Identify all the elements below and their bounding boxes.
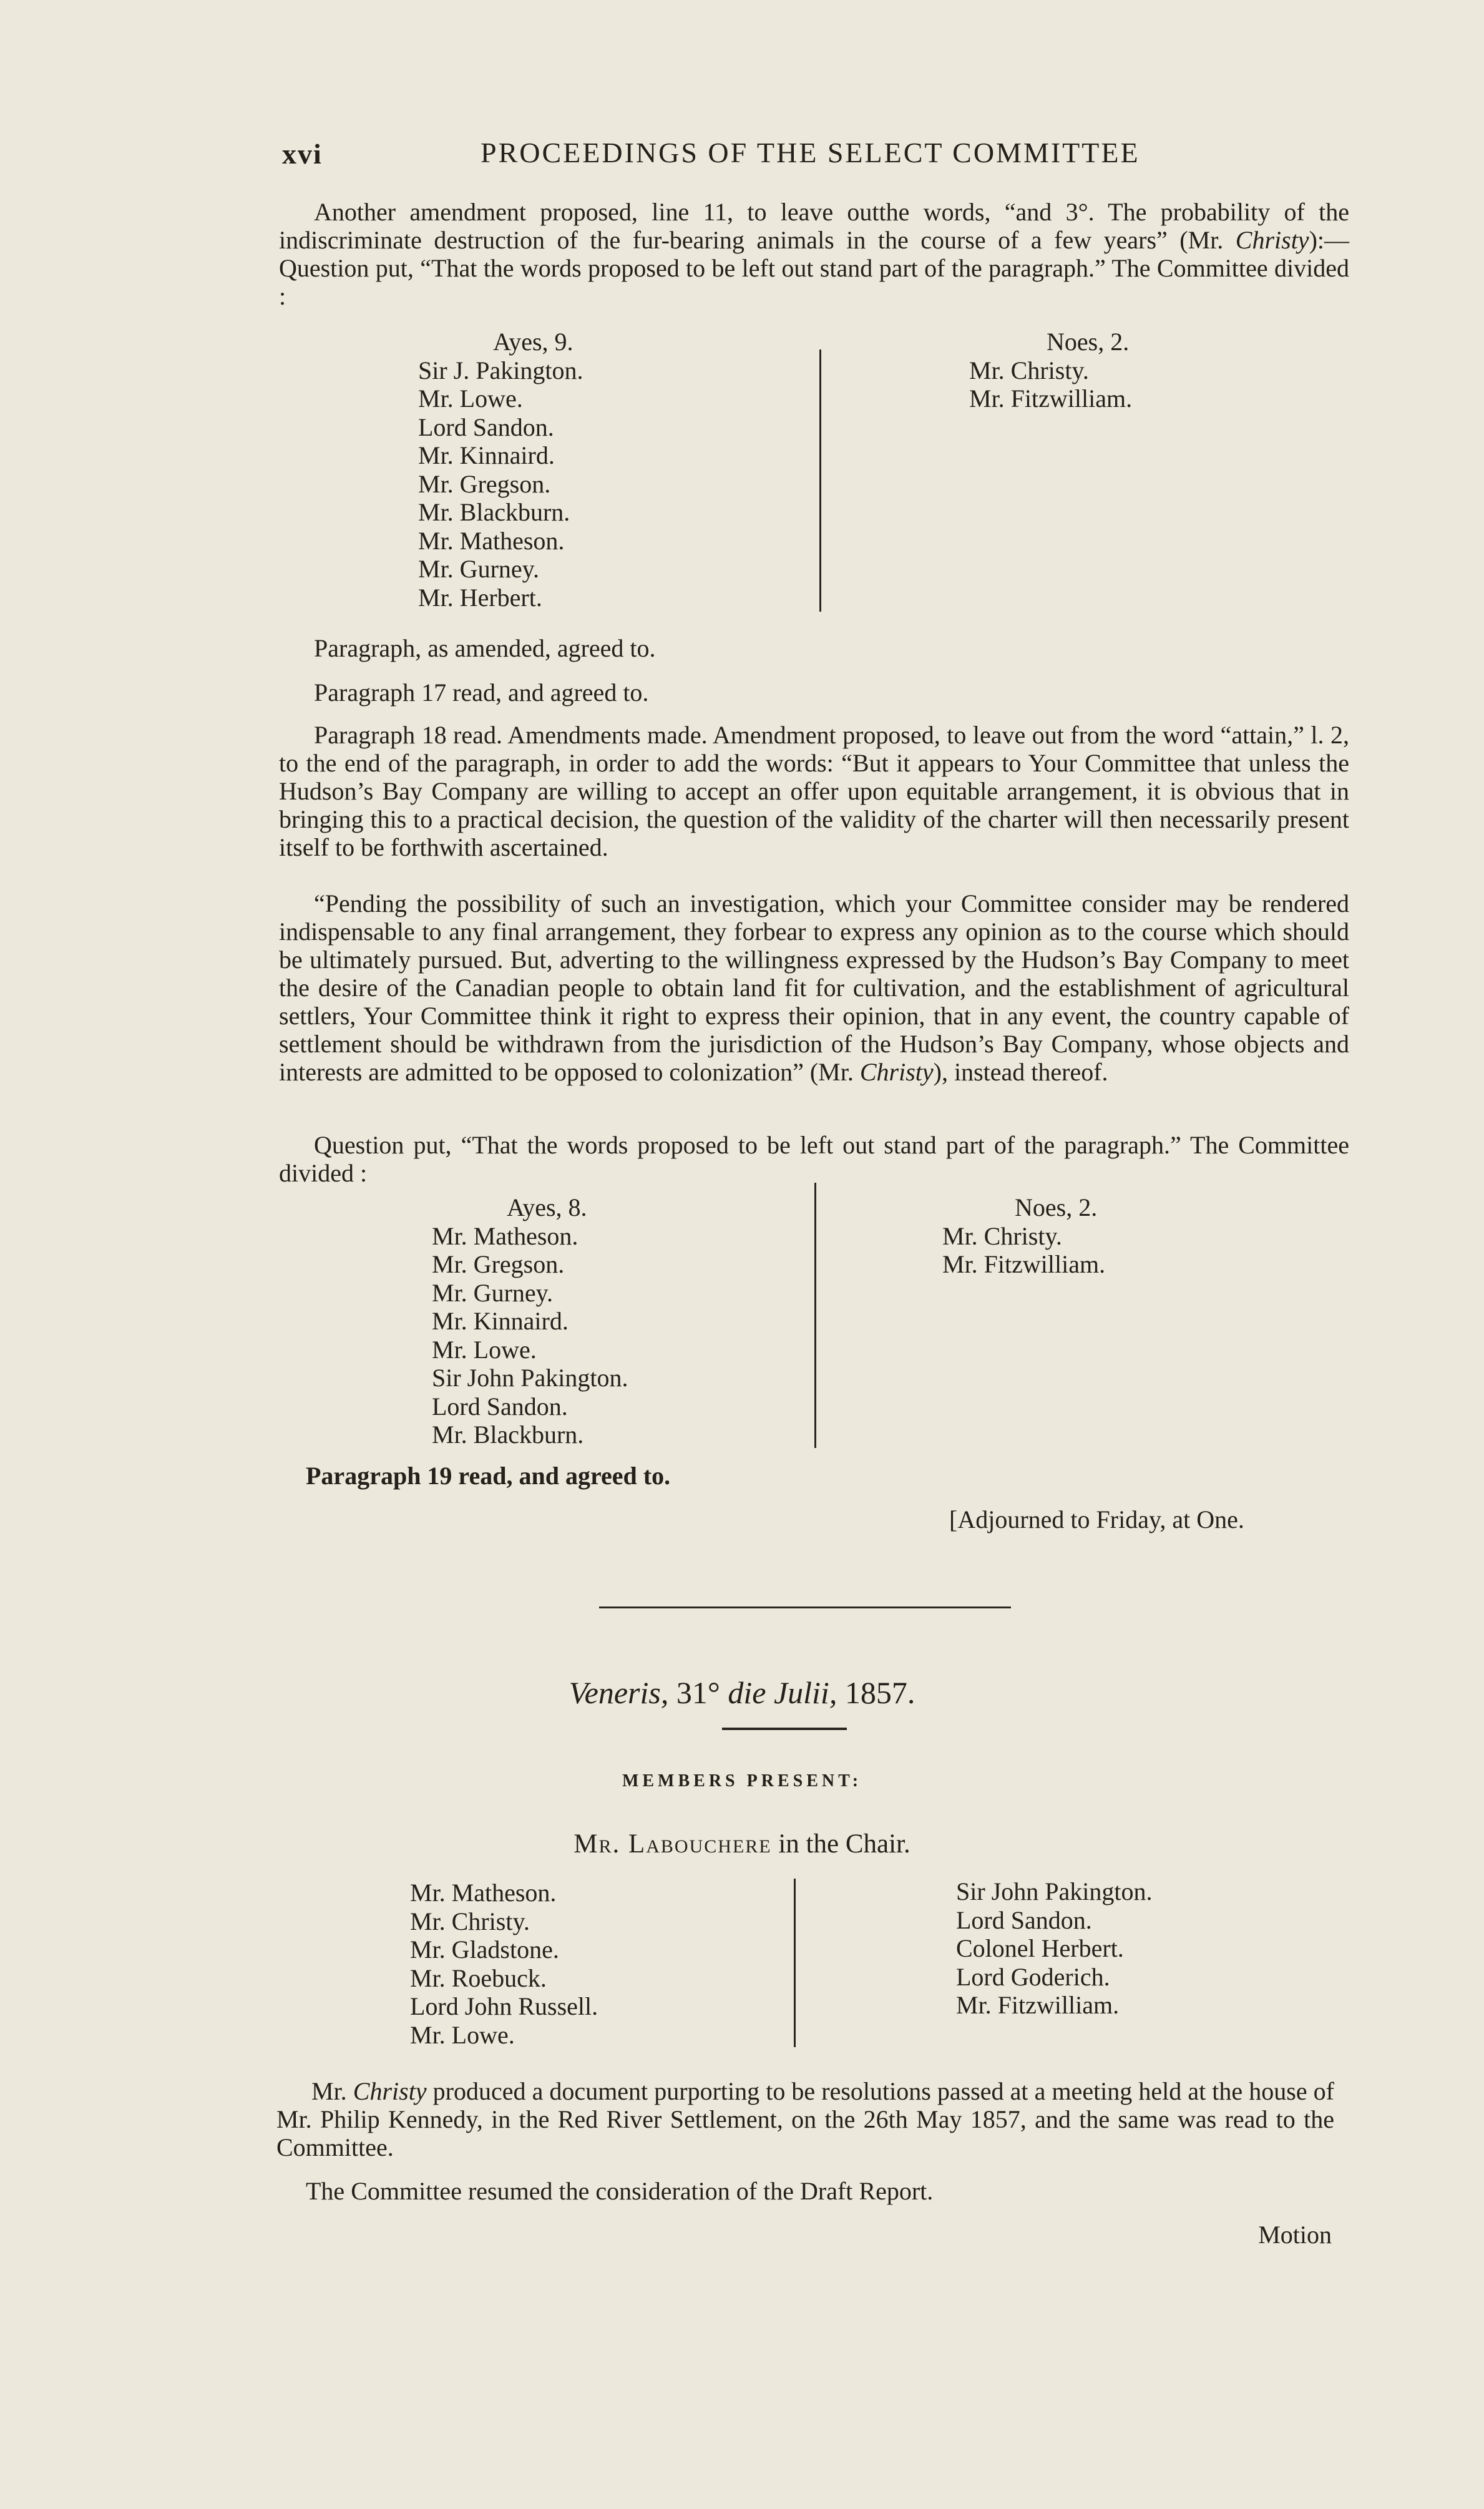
ayes-list-1 (418, 328, 583, 612)
pending-quotation (279, 889, 1349, 1086)
members-right-list (956, 1877, 1152, 2020)
member-name: Lord John Russell. (410, 1992, 598, 2020)
division-divider-line (814, 1183, 816, 1448)
paragraph-amended-agreed: Paragraph, as amended, agreed to. (314, 634, 656, 662)
adjourned-note: [Adjourned to Friday, at One. (949, 1505, 1244, 1533)
aye-member: Lord Sandon. (418, 413, 554, 441)
section-rule (599, 1607, 1011, 1608)
members-present-heading: MEMBERS PRESENT: (622, 1771, 862, 1791)
sitting-date (0, 1675, 1484, 1711)
pending-text-continued: ), instead thereof. (933, 1058, 1108, 1086)
running-title: PROCEEDINGS OF THE SELECT COMMITTEE (481, 137, 1140, 169)
no-member: Mr. Fitzwilliam. (942, 1250, 1106, 1278)
aye-member: Mr. Lowe. (418, 384, 523, 413)
member-name-italic: Christy (353, 2077, 427, 2105)
aye-member: Mr. Kinnaird. (432, 1307, 569, 1335)
member-name: Mr. Fitzwilliam. (956, 1991, 1120, 2019)
aye-member: Mr. Matheson. (418, 526, 565, 555)
paragraph-19-agreed: Paragraph 19 read, and agreed to. (306, 1462, 671, 1490)
aye-member: Mr. Herbert. (418, 583, 542, 612)
date-number: 31° (676, 1675, 720, 1710)
division-divider-line (819, 350, 821, 612)
committee-resumed-line: The Committee resumed the consideration of the Draft Report. (306, 2177, 934, 2205)
paragraph-17-agreed: Paragraph 17 read, and agreed to. (314, 678, 649, 707)
date-year: 1857. (844, 1675, 915, 1710)
noes-heading: Noes, 2. (1047, 328, 1130, 356)
document-produced-paragraph (276, 2077, 1334, 2161)
members-divider-line (794, 1879, 796, 2047)
page-number: xvi (282, 138, 323, 170)
amendment-text: Another amendment proposed, line 11, to leave outthe words, “and 3°. The probability of the indiscriminate destruction of the fur-bearing animals in the course of a few years” (Mr. (279, 198, 1349, 254)
aye-member: Mr. Gregson. (432, 1250, 565, 1278)
no-member: Mr. Christy. (969, 356, 1089, 384)
ayes-heading: Ayes, 8. (507, 1193, 587, 1221)
member-name: Mr. Roebuck. (410, 1964, 547, 1992)
member-name: Lord Sandon. (956, 1905, 1092, 1934)
aye-member: Mr. Lowe. (432, 1335, 537, 1364)
member-name: Mr. Matheson. (410, 1879, 557, 1907)
no-member: Mr. Christy. (942, 1221, 1062, 1250)
chair-name: Mr. Labouchere (574, 1829, 772, 1859)
chair-line (0, 1829, 1484, 1859)
member-name: Sir John Pakington. (956, 1877, 1153, 1905)
members-left-list (410, 1879, 598, 2049)
noes-list-1 (969, 328, 1132, 413)
paragraph-18-amendment: Paragraph 18 read. Amendments made. Amendment proposed, to leave out from the word “attain,” l. 2, to the end of the paragraph, in order to add the words: “But it appears to Your Committee that unless the Hudson’s Bay Company are willing to accept an offer upon equitable arrangement, it is obvious that in bringing this to a practical decision, the question of the validity of the charter will then necessarily present itself to be forthwith ascertained. (279, 721, 1349, 861)
member-name-italic: Christy (1235, 226, 1309, 254)
ayes-heading: Ayes, 9. (493, 328, 574, 356)
aye-member: Mr. Gurney. (432, 1278, 554, 1307)
member-name-italic: Christy (859, 1058, 934, 1086)
aye-member: Mr. Gurney. (418, 555, 540, 583)
noes-list-2 (942, 1193, 1105, 1279)
aye-member: Mr. Blackburn. (418, 498, 570, 526)
date-day: Veneris, (569, 1675, 669, 1710)
noes-heading: Noes, 2. (1015, 1193, 1098, 1221)
aye-member: Mr. Blackburn. (432, 1421, 584, 1449)
pending-text: “Pending the possibility of such an investigation, which your Committee consider may be rendered indispensable to any final arrangement, they forbear to express any opinion as to the course which should be ultimately pursued. But, adverting to the willingness expressed by the Hudson’s Bay Company to meet the desire of the Canadian people to obtain land fit for cultivation, and the establishment of agricultural settlers, Your Committee think it right to express their opinion, that in any event, the country capable of settlement should be withdrawn from the jurisdiction of the Hudson’s Bay Company, whose objects and interests are admitted to be opposed to colonization” (Mr. (279, 889, 1349, 1086)
amendment-paragraph (279, 198, 1349, 310)
member-name: Colonel Herbert. (956, 1934, 1124, 1962)
question-put-paragraph: Question put, “That the words proposed to be left out stand part of the paragraph.” The Committee divided : (279, 1131, 1349, 1187)
aye-member: Sir J. Pakington. (418, 356, 583, 384)
aye-member: Lord Sandon. (432, 1392, 568, 1421)
aye-member: Sir John Pakington. (432, 1364, 628, 1392)
ayes-list-2 (432, 1193, 628, 1449)
document-text: Mr. (311, 2077, 353, 2105)
chair-suffix: in the Chair. (771, 1829, 910, 1859)
member-name: Mr. Lowe. (410, 2020, 515, 2049)
document-text-continued: produced a document purporting to be resolutions passed at a meeting held at the house of Mr. Philip Kennedy, in the Red River Settlement, on the 26th May 1857, and the same was read to the Committee. (276, 2077, 1334, 2161)
aye-member: Mr. Gregson. (418, 469, 551, 498)
date-month: die Julii, (728, 1675, 837, 1710)
date-underline (722, 1728, 847, 1730)
catchword: Motion (1258, 2221, 1332, 2249)
member-name: Lord Goderich. (956, 1962, 1110, 1991)
aye-member: Mr. Kinnaird. (418, 441, 555, 469)
no-member: Mr. Fitzwilliam. (969, 384, 1133, 413)
member-name: Mr. Christy. (410, 1907, 530, 1935)
aye-member: Mr. Matheson. (432, 1221, 578, 1250)
amendment-text-continued: ):—Question put, “That the words proposed to be left out stand part of the paragraph.” The Committee divided : (279, 226, 1349, 310)
member-name: Mr. Gladstone. (410, 1935, 559, 1964)
